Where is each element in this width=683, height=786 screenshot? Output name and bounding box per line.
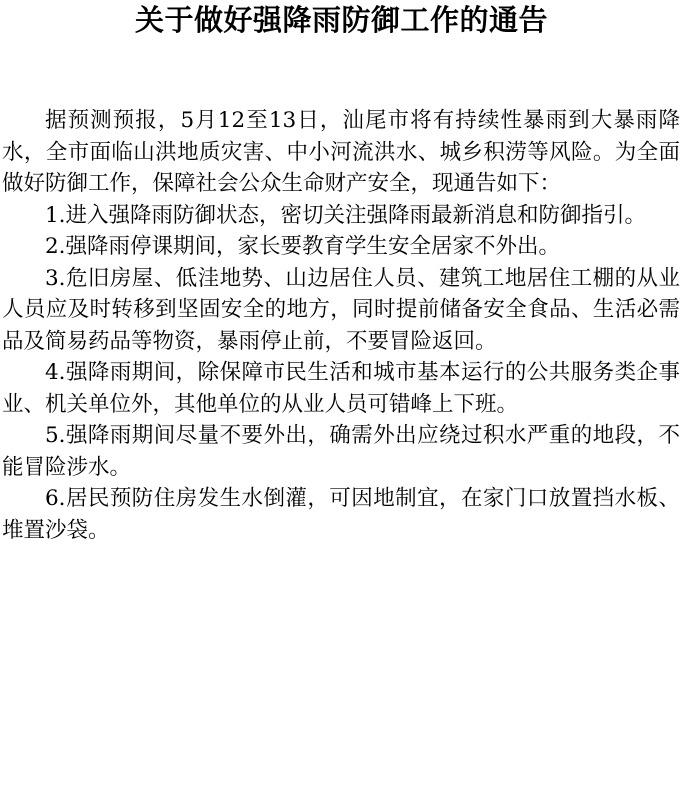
notice-intro-paragraph: 据预测预报，5月12至13日，汕尾市将有持续性暴雨到大暴雨降水，全市面临山洪地质灾害、中小河流洪水、城乡积涝等风险。为全面做好防御工作，保障社会公众生命财产安全，现通告如下： xyxy=(2,108,680,196)
notice-item-3: 3.危旧房屋、低洼地势、山边居住人员、建筑工地居住工棚的从业人员应及时转移到坚固安全的地方，同时提前储备安全食品、生活必需品及简易药品等物资，暴雨停止前，不要冒险返回。 xyxy=(2,265,680,354)
notice-title: 关于做好强降雨防御工作的通告 xyxy=(134,3,548,37)
notice-item-4: 4.强降雨期间，除保障市民生活和城市基本运行的公共服务类企事业、机关单位外，其他单位的从业人员可错峰上下班。 xyxy=(2,360,680,417)
notice-item-6: 6.居民预防住房发生水倒灌，可因地制宜，在家门口放置挡水板、堆置沙袋。 xyxy=(2,486,680,543)
notice-item-2: 2.强降雨停课期间，家长要教育学生安全居家不外出。 xyxy=(45,234,561,259)
notice-item-5: 5.强降雨期间尽量不要外出，确需外出应绕过积水严重的地段，不能冒险涉水。 xyxy=(2,423,680,480)
notice-item-1: 1.进入强降雨防御状态，密切关注强降雨最新消息和防御指引。 xyxy=(45,202,647,228)
notice-body xyxy=(2,105,680,546)
